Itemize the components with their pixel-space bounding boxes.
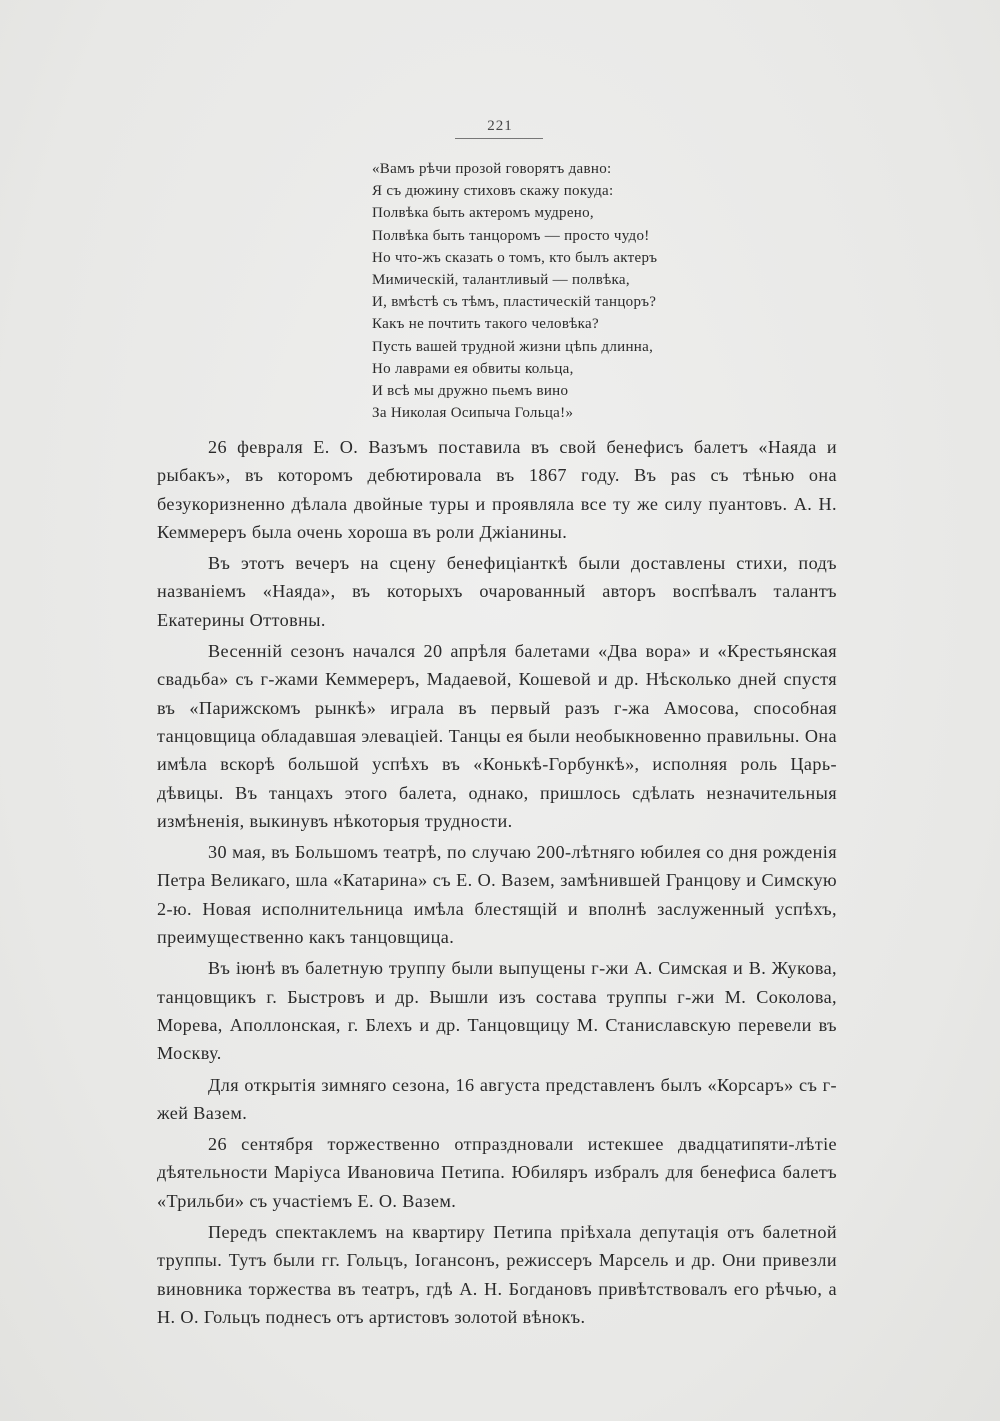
page-number-rule [455,138,543,139]
paragraph: Въ іюнѣ въ балетную труппу были выпущены г-жи А. Симская и В. Жукова, танцовщикъ г. Быстровъ и др. Вышли изъ состава труппы г-жи М. Соколова, Морева, Аполлонская, г. Блехъ и др. Танцовщицу М. Станиславскую перевели въ Москву. [157,958,837,1064]
poem-line: Мимическій, талантливый — полвѣка, [372,272,630,289]
poem-line: Но лаврами ея обвиты кольца, [372,360,574,377]
poem-line: И всѣ мы дружно пьемъ вино [372,383,569,400]
paragraph: Въ этотъ вечеръ на сцену бенефиціанткѣ были доставлены стихи, подъ названіемъ «Наяда», въ которыхъ очарованный авторъ воспѣвалъ талантъ Екатерины Оттовны. [157,553,837,630]
paragraph: 26 сентября торжественно отпраздновали истекшее двадцатипяти-лѣтіе дѣятельности Маріуса Ивановича Петипа. Юбиляръ избралъ для бенефиса балетъ «Трильби» съ участіемъ Е. О. Вазем. [157,1134,837,1211]
paragraph: Для открытія зимняго сезона, 16 августа представленъ былъ «Корсаръ» съ г-жей Вазем. [157,1074,837,1123]
paragraph: Весенній сезонъ начался 20 апрѣля балетами «Два вора» и «Крестьянская свадьба» съ г-жами Кеммереръ, Мадаевой, Кошевой и др. Нѣсколько дней спустя въ «Парижскомъ рынкѣ» играла въ первый разъ г-жа Амосова, способная танцовщица обладавшая элевацiей. Танцы ея были необыкновенно правильны. Она имѣла вскорѣ большой успѣхъ въ «Конькѣ-Горбункѣ», исполняя роль Царь-дѣвицы. Въ танцахъ этого балета, однако, пришлось сдѣлать незначительныя измѣненія, выкинувъ нѣкоторыя трудности. [157,641,837,831]
poem-line: «Вамъ рѣчи прозой говорятъ давно: [372,161,612,177]
poem [372,158,772,424]
poem-line: Я съ дюжину стиховъ скажу покуда: [372,183,614,200]
body-text [157,433,837,1334]
poem-line: Но что-жъ сказать о томъ, кто былъ актеръ [372,249,658,266]
page-number: 221 [487,118,513,134]
poem-line: Полвѣка быть актеромъ мудрено, [372,205,594,222]
poem-line: За Николая Осипыча Гольца!» [372,405,574,422]
paragraph: 30 мая, въ Большомъ театрѣ, по случаю 200-лѣтняго юбилея со дня рожденія Петра Великаго, шла «Катарина» съ Е. О. Вазем, замѣнившей Гранцову и Симскую 2-ю. Новая исполнительница имѣла блестящій и вполнѣ заслуженный успѣхъ, преимущественно какъ танцовщица. [157,842,837,948]
poem-line: Полвѣка быть танцоромъ — просто чудо! [372,227,650,244]
paragraph: 26 февраля Е. О. Вазъмъ поставила въ свой бенефисъ балетъ «Наяда и рыбакъ», въ которомъ дебютировала въ 1867 году. Въ pas съ тѣнью она безукоризненно дѣлала двойные туры и проявляла все ту же силу пуантовъ. А. Н. Кеммереръ была очень хороша въ роли Джіанины. [157,437,837,542]
poem-line: И, вмѣстѣ съ тѣмъ, пластическій танцоръ? [372,294,657,311]
paragraph: Передъ спектаклемъ на квартиру Петипа пріѣхала депутація отъ балетной труппы. Тутъ были гг. Гольцъ, Іогансонъ, режиссеръ Марсель и др. Они привезли виновника торжества въ театръ, гдѣ А. Н. Богдановъ привѣтствовалъ его рѣчью, а Н. О. Гольцъ поднесъ отъ артистовъ золотой вѣнокъ. [157,1222,837,1327]
poem-line: Пусть вашей трудной жизни цѣпь длинна, [372,338,654,355]
poem-line: Какъ не почтить такого человѣка? [372,316,599,333]
